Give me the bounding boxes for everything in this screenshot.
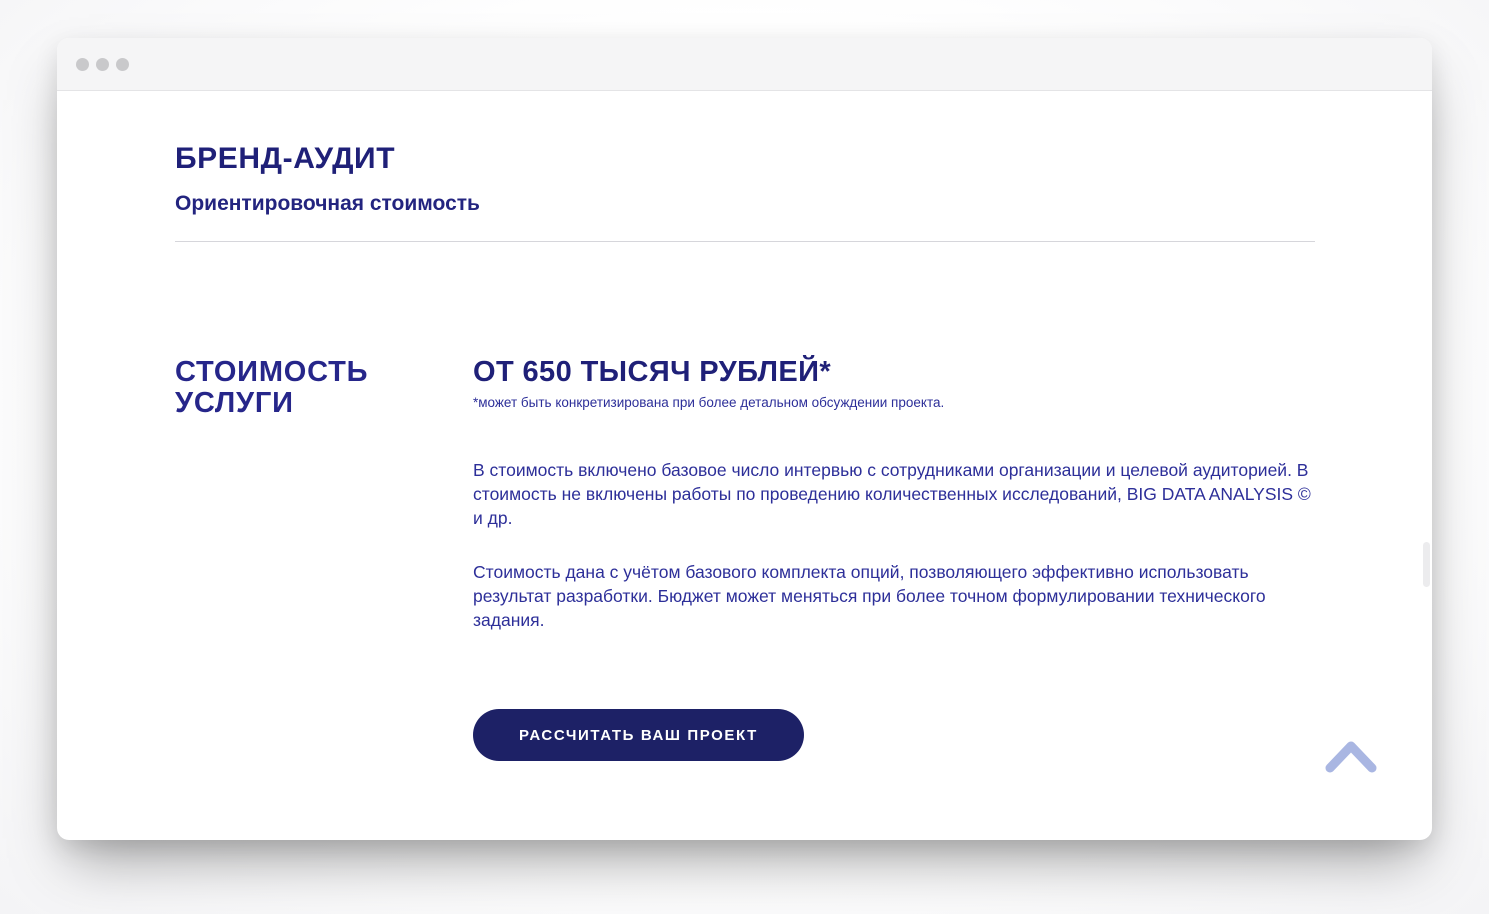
window-control-dot-icon[interactable] bbox=[116, 58, 129, 71]
paragraph-price-terms: Стоимость дана с учётом базового комплекта опций, позволяющего эффективно использовать результат разработки. Бюджет может меняться при более точном формулировании технического задания. bbox=[473, 562, 1266, 630]
page-content bbox=[57, 141, 1432, 761]
window-titlebar bbox=[57, 38, 1432, 91]
window-control-dot-icon[interactable] bbox=[76, 58, 89, 71]
pricing-section bbox=[175, 357, 1315, 761]
browser-window bbox=[57, 38, 1432, 840]
paragraph-price-included: В стоимость включено базовое число интервью с сотрудниками организации и целевой аудиторией. В стоимость не включены работы по проведению количественных исследований, BIG DATA ANALYSIS © и др. bbox=[473, 460, 1311, 528]
chevron-up-icon[interactable] bbox=[1325, 737, 1377, 775]
page-title: БРЕНД-АУДИТ bbox=[175, 142, 396, 175]
pricing-details bbox=[473, 357, 1315, 761]
price-note: *может быть конкретизирована при более детальном обсуждении проекта. bbox=[473, 395, 945, 410]
section-label: СТОИМОСТЬ УСЛУГИ bbox=[175, 356, 369, 419]
window-control-dot-icon[interactable] bbox=[96, 58, 109, 71]
divider bbox=[175, 241, 1315, 242]
calculate-project-button[interactable]: РАССЧИТАТЬ ВАШ ПРОЕКТ bbox=[473, 709, 804, 761]
price-heading: ОТ 650 ТЫСЯЧ РУБЛЕЙ* bbox=[473, 356, 832, 388]
scrollbar-thumb[interactable] bbox=[1423, 542, 1430, 587]
page-subtitle: Ориентировочная стоимость bbox=[175, 192, 480, 215]
